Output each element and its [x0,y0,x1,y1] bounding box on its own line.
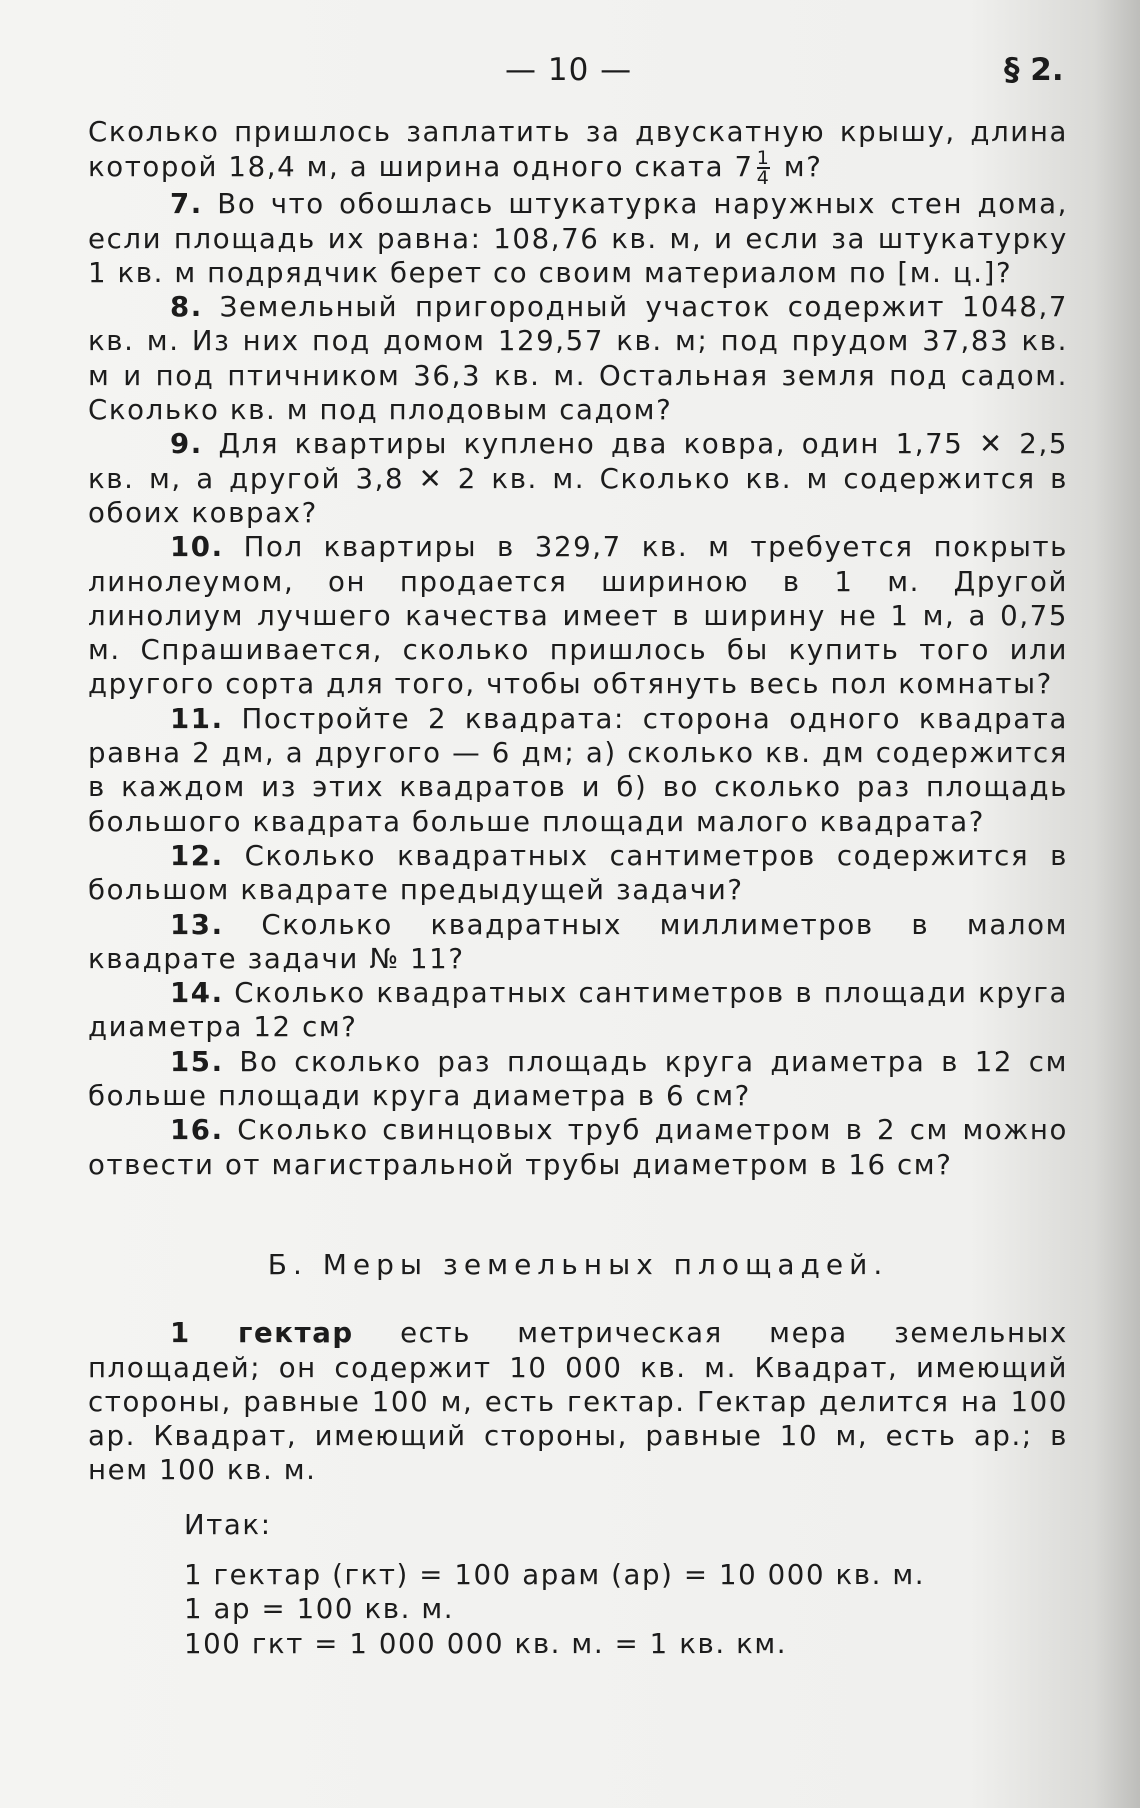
problem-7 [88,187,1068,290]
section-b-heading: Б. Меры земельных площадей. [267,1247,889,1281]
problem-text: Во сколько раз площадь круга диаметра в 12 см больше площади круга диаметра в 6 см? [88,1044,1068,1113]
problem-number: 12. [170,838,224,872]
paragraph-text: есть метрическая мера земельных площадей; он содержит 10 000 кв. м. Квадрат, имеющий стороны, равные 100 м, есть гектар. Гектар делится на 100 ар. Квадрат, имеющий стороны, равные 10 м, есть ар.; в нем 100 кв. м. [88,1316,1068,1487]
problem-number: 15. [170,1044,224,1078]
problem-12 [88,839,1068,908]
term-hectare: 1 гектар [170,1316,354,1350]
equation-hectare: 1 гектар (гкт) = 100 арам (ар) = 10 000 кв. м. [184,1557,926,1591]
problem-text: Сколько квадратных миллиметров в малом квадрате задачи № 11? [88,907,1068,975]
problem-11 [88,702,1068,839]
problem-text: Сколько свинцовых труб диаметром в 2 см можно отвести от магистральной трубы диаметром в 16 см? [88,1113,1068,1181]
problem-9 [88,427,1068,530]
problem-text: Сколько квадратных сантиметров в площади круга диаметра 12 см? [88,976,1068,1044]
problem-13 [88,908,1068,977]
fraction [756,147,771,190]
problem-10 [88,530,1068,701]
problem-number: 8. [170,290,203,324]
problem-text: Постройте 2 квадрата: сторона одного квадрата равна 2 дм, а другого — 6 дм; а) сколько кв. дм содержится в каждом из этих квадратов и б) во сколько раз площадь большого квадрата больше площади малого квадрата? [88,701,1068,838]
section-marker: § 2. [1004,52,1064,88]
problem-number: 13. [170,907,224,941]
page-header [0,52,1140,92]
equation-km: 100 гкт = 1 000 000 кв. м. = 1 кв. км. [184,1626,788,1660]
problem-text: Пол квартиры в 329,7 кв. м требуется покрыть линолеумом, он продается шириною в 1 м. Другой линолиум лучшего качества имеет в ширину не 1 м, а 0,75 м. Спрашивается, сколько пришлось бы купить того или другого сорта для того, чтобы обтянуть весь пол комнаты? [88,530,1068,701]
itak-label: Итак: [184,1507,272,1541]
problem-14 [88,976,1068,1045]
page-body [88,115,1068,1661]
intro-text: Сколько пришлось заплатить за двускатную крышу, длина которой 18,4 м, а ширина одного ската 7 [88,115,1068,184]
problem-8 [88,290,1068,427]
page-number: — 10 — [505,52,633,88]
problem-number: 10. [170,530,224,564]
problem-text: Для квартиры куплено два ковра, один 1,75 ✕ 2,5 кв. м, а другой 3,8 ✕ 2 кв. м. Сколько кв. м содержится в обоих коврах? [88,427,1068,529]
fraction-numerator: 1 [756,147,771,170]
intro-text-end: м? [773,150,823,184]
problem-number: 14. [170,976,224,1010]
problem-number: 11. [170,701,224,735]
equation-ar: 1 ар = 100 кв. м. [184,1592,455,1626]
problem-number: 16. [170,1113,224,1147]
problem-16 [88,1113,1068,1182]
problem-text: Земельный пригородный участок содержит 1048,7 кв. м. Из них под домом 129,57 кв. м; под прудом 37,83 кв. м и под птичником 36,3 кв. м. Остальная земля под садом. Сколько кв. м под плодовым садом? [88,290,1068,427]
problem-6-continuation [88,115,1068,190]
equations-block [184,1558,1068,1661]
problem-number: 7. [170,187,203,221]
problem-text: Во что обошлась штукатурка наружных стен дома, если площадь их равна: 108,76 кв. м, и если за штукатурку 1 кв. м подрядчик берет со своим материалом по [м. ц.]? [88,187,1068,289]
section-b-paragraph [88,1316,1068,1487]
problem-text: Сколько квадратных сантиметров содержится в большом квадрате предыдущей задачи? [88,838,1068,907]
fraction-denominator: 4 [756,167,771,190]
problem-15 [88,1045,1068,1114]
problem-number: 9. [170,427,203,461]
